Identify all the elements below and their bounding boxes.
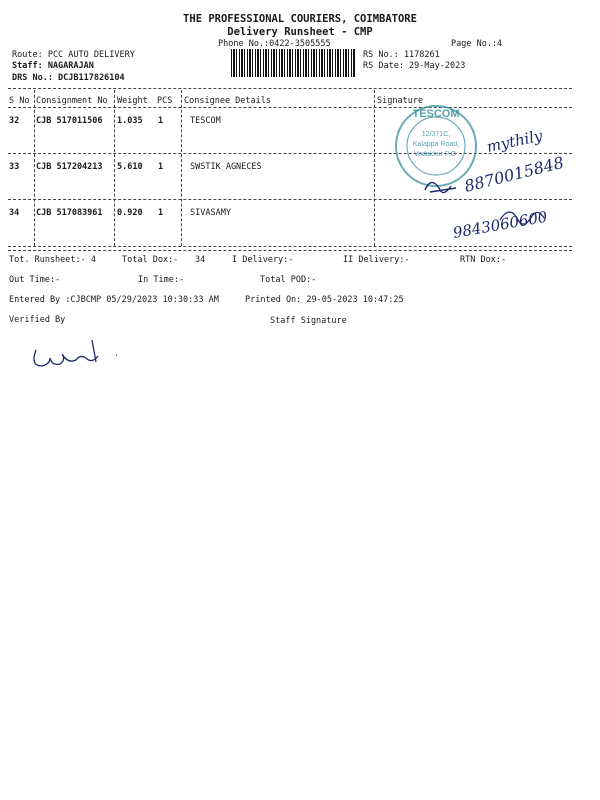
total-pod: Total POD:- xyxy=(260,275,317,285)
row-pcs: 1 xyxy=(158,162,164,172)
staff-signature-label: Staff Signature xyxy=(270,316,347,326)
in-time: In Time:- xyxy=(138,275,185,285)
staff-label: Staff: NAGARAJAN xyxy=(12,61,94,71)
runsheet-subtitle: Delivery Runsheet - CMP xyxy=(227,26,373,38)
ii-delivery: II Delivery:- xyxy=(343,255,410,265)
verified-by: Verified By xyxy=(9,315,66,325)
stamp-line-2: Kalappa Road, xyxy=(412,141,460,148)
row-pcs: 1 xyxy=(158,116,164,126)
rs-number: RS No.: 1178261 xyxy=(363,50,440,60)
total-dox-label: Total Dox:- xyxy=(122,255,179,265)
i-delivery: I Delivery:- xyxy=(232,255,294,265)
tot-runsheet: Tot. Runsheet:- 4 xyxy=(9,255,96,265)
printed-on: Printed On: 29-05-2023 10:47:25 xyxy=(245,295,404,305)
row-pcs: 1 xyxy=(158,208,164,218)
phone-number: Phone No.:0422-3505555 xyxy=(218,39,331,49)
company-title: THE PROFESSIONAL COURIERS, COIMBATORE xyxy=(183,13,417,25)
stamp-line-3: Vadakkur P.O. xyxy=(413,151,459,158)
row-sno: 32 xyxy=(9,116,20,126)
company-stamp xyxy=(396,106,476,186)
total-dox-value: 34 xyxy=(195,255,206,265)
row-weight: 1.035 xyxy=(117,116,143,126)
row-consignee: SIVASAMY xyxy=(190,208,231,218)
phone-row-34: 9843060600 xyxy=(451,207,549,242)
row-consignment: CJB 517011506 xyxy=(36,116,103,126)
verifier-signature xyxy=(34,340,117,366)
row-consignee: SWSTIK AGNECES xyxy=(190,162,262,172)
header-weight: Weight xyxy=(117,96,148,106)
signature-row-32: mythily xyxy=(485,126,545,156)
row-consignment: CJB 517083961 xyxy=(36,208,103,218)
header-pcs: PCS xyxy=(157,96,173,106)
header-consignment: Consignment No xyxy=(36,96,108,106)
page-number: Page No.:4 xyxy=(451,39,503,49)
row-sno: 34 xyxy=(9,208,20,218)
out-time: Out Time:- xyxy=(9,275,61,285)
phone-row-33: 8870015848 xyxy=(462,152,566,196)
rs-date: RS Date: 29-May-2023 xyxy=(363,61,466,71)
stamp-top: TESCOM xyxy=(412,108,460,120)
row-sno: 33 xyxy=(9,162,20,172)
drs-number: DRS No.: DCJB117826104 xyxy=(12,73,125,83)
entered-by: Entered By :CJBCMP 05/29/2023 10:30:33 AM xyxy=(9,295,219,305)
header-sno: S No xyxy=(9,96,30,106)
header-signature: Signature xyxy=(377,96,424,106)
row-weight: 5.610 xyxy=(117,162,143,172)
row-consignee: TESCOM xyxy=(190,116,221,126)
row-consignment: CJB 517204213 xyxy=(36,162,103,172)
stamp-line-1: 12/371C, xyxy=(421,131,451,138)
header-consignee: Consignee Details xyxy=(184,96,271,106)
row-weight: 0.920 xyxy=(117,208,143,218)
rtn-dox: RTN Dox:- xyxy=(460,255,507,265)
route-label: Route: PCC AUTO DELIVERY xyxy=(12,50,135,60)
